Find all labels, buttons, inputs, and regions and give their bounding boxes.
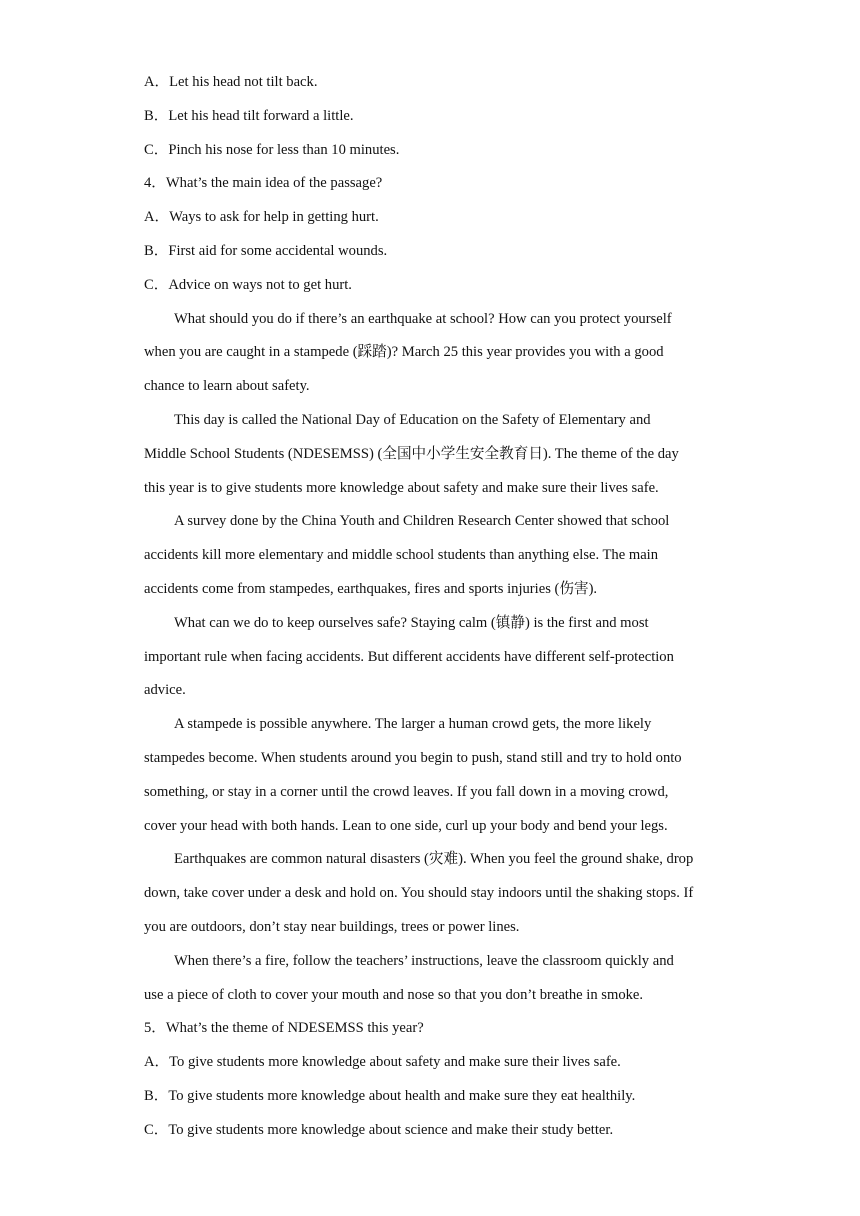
option-text: Let his head not tilt back. (169, 74, 318, 90)
option-letter: B． (144, 242, 169, 259)
passage-line: this year is to give students more knowledge about safety and make sure their lives safe. (144, 479, 659, 496)
option-text: Let his head tilt forward a little. (168, 107, 354, 124)
passage-line: when you are caught in a stampede (踩踏)? March 25 this year provides you with a good (144, 344, 664, 361)
passage-line: use a piece of cloth to cover your mouth and nose so that you don’t breathe in smoke. (144, 986, 644, 1003)
q4-option-c (144, 269, 720, 303)
passage-paragraph-1 (144, 303, 720, 404)
option-letter: A． (144, 209, 170, 226)
q3-option-b (144, 100, 720, 134)
option-letter: B． (144, 107, 169, 124)
passage-line: A stampede is possible anywhere. The larger a human crowd gets, the more likely (174, 716, 652, 733)
option-letter: A． (144, 74, 170, 90)
passage-paragraph-5 (144, 708, 720, 843)
passage-line: you are outdoors, don’t stay near buildings, trees or power lines. (144, 918, 520, 935)
passage-paragraph-7 (144, 945, 720, 1013)
passage-line: accidents kill more elementary and middle school students than anything else. The main (144, 547, 659, 564)
option-text: Ways to ask for help in getting hurt. (169, 209, 379, 226)
passage-line: When there’s a fire, follow the teachers’ instructions, leave the classroom quickly and (174, 952, 674, 969)
option-text: First aid for some accidental wounds. (168, 242, 388, 259)
option-letter: C． (144, 276, 169, 293)
q4-option-a (144, 201, 720, 235)
passage-paragraph-4 (144, 607, 720, 708)
q5-option-b (144, 1080, 720, 1114)
passage-line: cover your head with both hands. Lean to one side, curl up your body and bend your legs. (144, 817, 668, 834)
passage-line: something, or stay in a corner until the crowd leaves. If you fall down in a moving crowd, (144, 783, 669, 800)
q3-options (144, 66, 720, 167)
option-letter: C． (144, 141, 169, 158)
q5-option-c (144, 1114, 720, 1148)
q5-block (144, 1012, 720, 1147)
reading-passage (144, 303, 720, 1013)
q4-block (144, 167, 720, 302)
option-text: To give students more knowledge about health and make sure they eat healthily. (168, 1087, 636, 1104)
option-letter: A． (144, 1054, 170, 1071)
passage-line: advice. (144, 682, 186, 699)
passage-line: important rule when facing accidents. But different accidents have different self-protection (144, 648, 674, 665)
passage-paragraph-3 (144, 505, 720, 606)
q3-option-a (144, 66, 720, 100)
q3-option-c (144, 134, 720, 168)
passage-line: This day is called the National Day of Education on the Safety of Elementary and (174, 411, 651, 428)
passage-line: What can we do to keep ourselves safe? Staying calm (镇静) is the first and most (174, 614, 649, 631)
option-text: Pinch his nose for less than 10 minutes. (168, 141, 400, 158)
option-text: To give students more knowledge about safety and make sure their lives safe. (169, 1054, 621, 1071)
passage-line: stampedes become. When students around you begin to push, stand still and try to hold onto (144, 749, 682, 766)
option-text: To give students more knowledge about science and make their study better. (168, 1121, 614, 1138)
passage-line: accidents come from stampedes, earthquakes, fires and sports injuries (伤害). (144, 580, 598, 597)
option-letter: C． (144, 1121, 169, 1138)
option-text: Advice on ways not to get hurt. (168, 276, 352, 293)
q5-question: 5．What’s the theme of NDESEMSS this year? (144, 1020, 424, 1037)
passage-line: Earthquakes are common natural disasters (灾难). When you feel the ground shake, drop (174, 851, 694, 868)
document-page (144, 66, 720, 1148)
passage-line: What should you do if there’s an earthquake at school? How can you protect yourself (174, 310, 672, 327)
passage-line: down, take cover under a desk and hold on. You should stay indoors until the shaking stops. If (144, 885, 694, 902)
q5-option-a (144, 1046, 720, 1080)
passage-line: A survey done by the China Youth and Children Research Center showed that school (174, 513, 670, 530)
q4-option-b (144, 235, 720, 269)
q4-question: 4．What’s the main idea of the passage? (144, 175, 383, 192)
passage-line: chance to learn about safety. (144, 378, 310, 395)
passage-line: Middle School Students (NDESEMSS) (全国中小学生安全教育日). The theme of the day (144, 445, 679, 462)
passage-paragraph-6 (144, 843, 720, 944)
passage-paragraph-2 (144, 404, 720, 505)
option-letter: B． (144, 1087, 169, 1104)
